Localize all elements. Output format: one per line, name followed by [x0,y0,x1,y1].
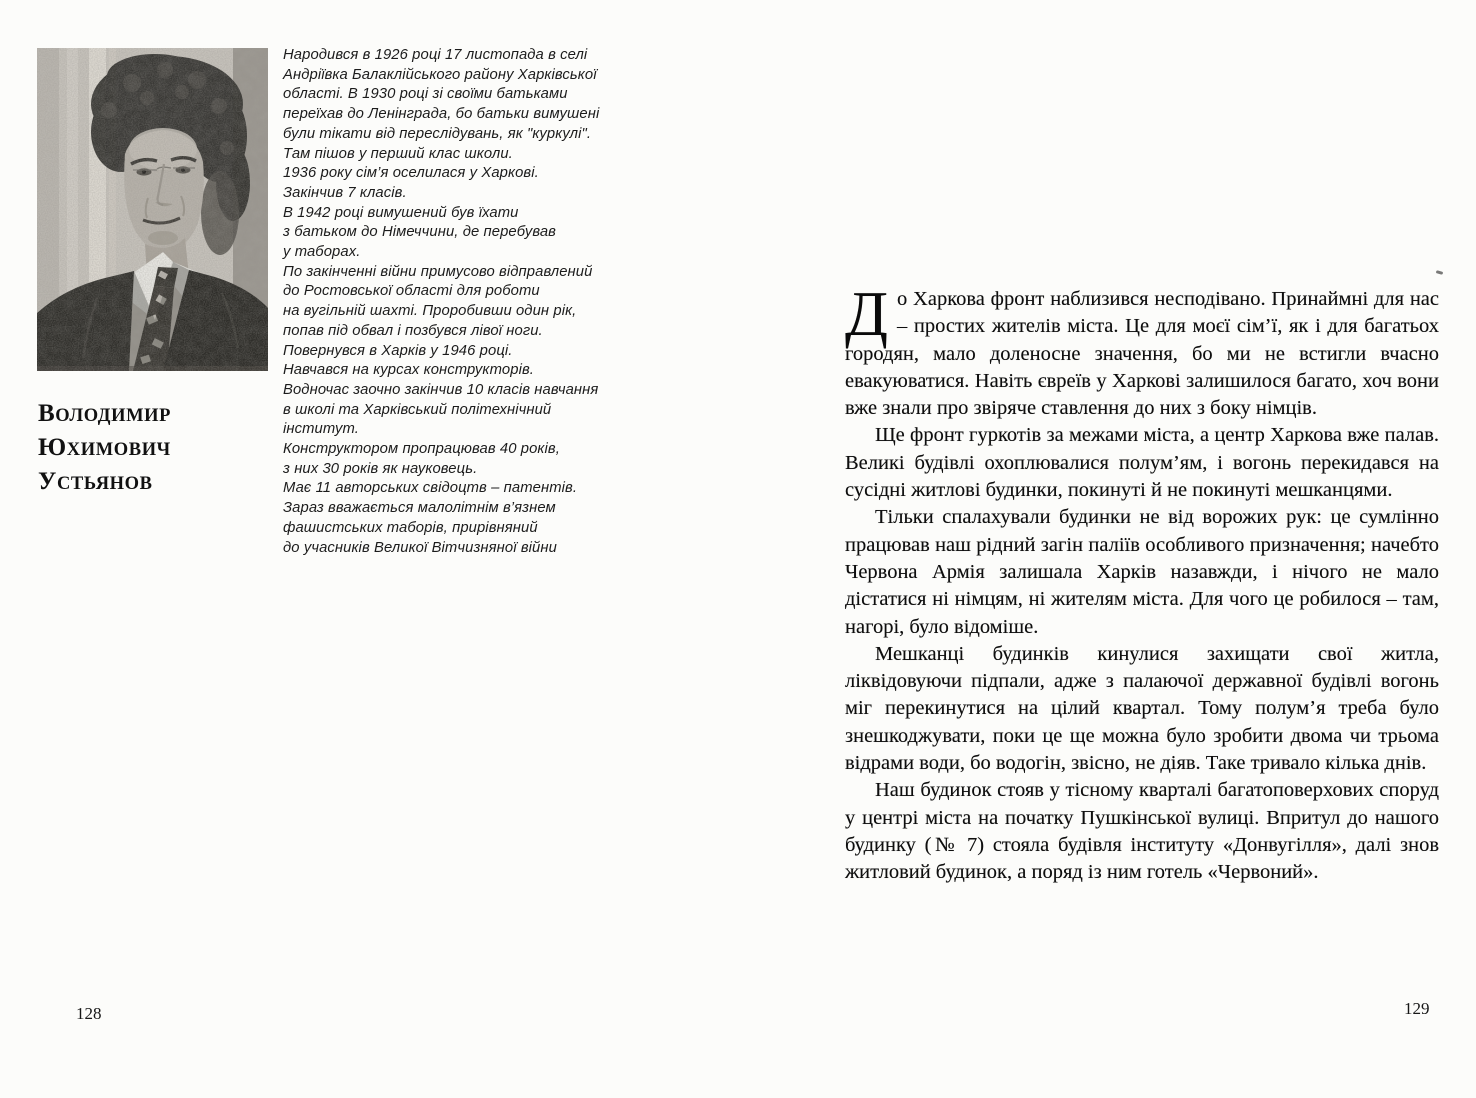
bio-line: фашистських таборів, прирівняний [283,519,538,536]
bio-line: Навчався на курсах конструкторів. [283,362,534,379]
paragraph-text: о Харкова фронт наблизився несподівано. Принаймні для нас – простих жителів міста. Це для моєї сім’ї, як і для багатьох городян, мало доленосне значення, бо ми не встигли вчасно евакуюватися. Навіть євреїв у Харкові залишилося багато, хоч вони вже знали про звіряче ставлення до них з боку німців. [845,288,1439,420]
bio-line: Зараз вважається малолітнім в’язнем [283,500,556,517]
paragraph: Ще фронт гуркотів за межами міста, а центр Харкова вже палав. Великі будівлі охоплювалися полум’ям, і вогонь перекидався на сусідні житлові будинки, покинуті й не покинуті мешканцями. [845,424,1439,502]
portrait-photo [37,48,268,371]
biography-text [283,46,703,558]
bio-line: області. В 1930 році зі своїми батьками [283,86,568,103]
bio-line: Водночас заочно закінчив 10 класів навчання [283,381,599,398]
paragraph [845,279,1439,422]
bio-line: Конструктором пропрацював 40 років, [283,441,560,458]
drop-cap: Д [845,279,888,349]
page-number-right: 129 [1404,999,1430,1018]
name-line: ЮХИМОВИЧ [38,434,171,461]
bio-line: В 1942 році вимушений був їхати [283,204,519,221]
person-name [38,398,273,500]
name-line: УСТЬЯНОВ [38,468,153,495]
bio-line: у таборах. [283,244,361,261]
page-number-left: 128 [76,1004,102,1023]
bio-line: до Ростовської області для роботи [283,283,540,300]
scan-artifact [1436,270,1444,275]
paragraph: Мешканці будинків кинулися захищати свої житла, ліквідовуючи підпали, адже з палаючої державної будівлі вогонь міг перекинутися на цілий квартал. Тому полум’я треба було знешкоджувати, поки це ще можна було зробити двома чи трьома відрами води, бо водогін, звісно, не діяв. Таке тривало кілька днів. [845,642,1439,775]
bio-line: попав під обвал і позбувся лівої ноги. [283,322,543,339]
body-text [845,279,1439,887]
bio-line: інститут. [283,421,359,438]
bio-line: Має 11 авторських свідоцтв – патентів. [283,480,578,497]
bio-line: з батьком до Німеччини, де перебував [283,224,556,241]
bio-line: переїхав до Ленінграда, бо батьки вимушені [283,106,600,123]
bio-line: По закінченні війни примусово відправлений [283,263,593,280]
bio-line: Закінчив 7 класів. [283,184,407,201]
bio-line: 1936 року сім’я оселилася у Харкові. [283,165,539,182]
name-line: ВОЛОДИМИР [38,400,172,427]
bio-line: Повернувся в Харків у 1946 році. [283,342,513,359]
bio-line: були тікати від переслідувань, як "куркулі". [283,125,592,142]
bio-line: з них 30 років як науковець. [283,460,478,477]
bio-line: до учасників Великої Вітчизняної війни [283,539,557,556]
bio-line: в школі та Харківський політехнічний [283,401,552,418]
bio-line: Народився в 1926 році 17 листопада в селі [283,47,588,63]
bio-line: на вугільній шахті. Проробивши один рік, [283,303,577,320]
paragraph: Наш будинок стояв у тісному кварталі багатоповерхових споруд у центрі міста на початку Пушкінської вулиці. Впритул до нашого будинку (№ 7) стояла будівля інституту «Донвугілля», далі знов житловий будинок, а поряд із ним готель «Червоний». [845,779,1439,884]
paragraph: Тільки спалахували будинки не від ворожих рук: це сумлінно працював наш рідний загін паліїв особливого призначення; начебто Червона Армія залишала Харків назавжди, і нічого не мало дістатися ні німцям, ні жителям міста. Для чого це робилося – там, нагорі, було відоміше. [845,506,1439,638]
bio-line: Андріївка Балаклійського району Харківської [283,66,597,83]
bio-line: Там пішов у перший клас школи. [283,145,513,162]
